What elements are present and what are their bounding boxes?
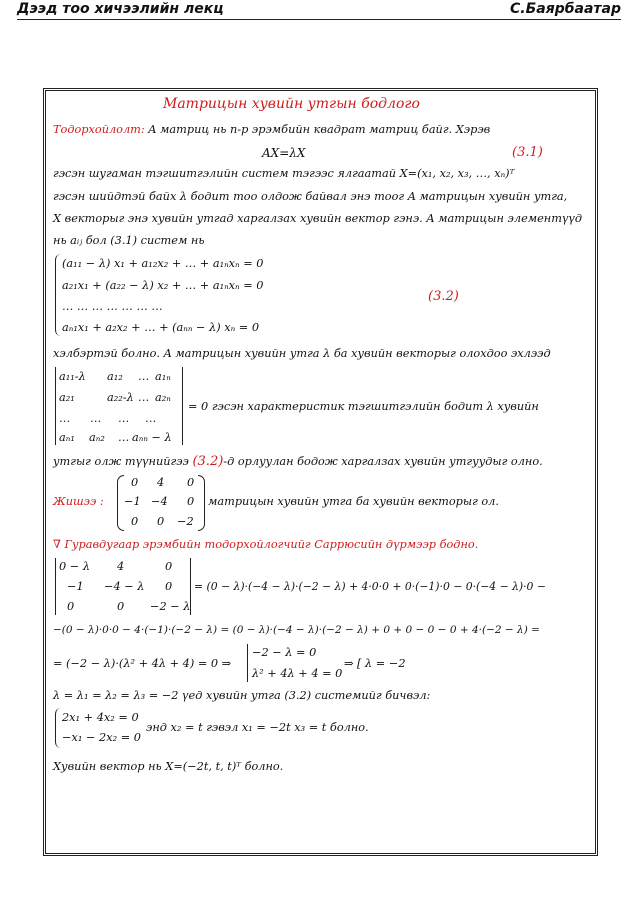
det1-cell: a₂₂-λ — [107, 391, 134, 404]
page-header — [17, 0, 621, 22]
det2-cell: 0 — [165, 580, 173, 593]
det2-cell: 0 — [117, 600, 125, 613]
header-author: С.Баярбаатар — [510, 1, 621, 17]
det1-cell: a₂₁ — [59, 391, 75, 404]
eigenvalue-result: ⇒ [ λ = −2 — [344, 657, 406, 670]
example-matrix-cell: 4 — [157, 476, 165, 489]
det1-cell: a₂ₙ — [155, 391, 171, 404]
header-course-title: Дээд тоо хичээлийн лекц — [17, 1, 224, 17]
text-line-f-start: утгыг олж түүнийгээ — [53, 455, 193, 468]
text-line-f-end: -д орлуулан бодож харгалзах хувийн утгуудыг олно. — [223, 455, 543, 468]
text-line-a: гэсэн шугаман тэгшитгэлийн систем тэгээс ялгаатай X=(x₁, x₂, x₃, …, xₙ)ᵀ — [53, 167, 515, 180]
factored-system-bracket — [247, 644, 248, 682]
example-matrix-cell: −4 — [151, 495, 168, 508]
det2-cell: −2 − λ — [150, 600, 191, 613]
text-line-f-ref: (3.2) — [192, 454, 224, 469]
characteristic-equation-text: = 0 гэсэн характеристик тэгшитгэлийн бодит λ хувийн — [188, 400, 539, 413]
system2-solution: энд x₂ = t гэвэл x₁ = −2t x₃ = t болно. — [146, 721, 369, 734]
det1-cell: aₙ₁ — [59, 431, 75, 444]
det1-cell: … — [138, 370, 150, 383]
det2-left-bar — [55, 558, 56, 615]
example-matrix-left-paren — [117, 475, 124, 531]
det1-cell: … — [90, 412, 102, 425]
det1-cell: … — [138, 391, 150, 404]
main-equation: AX=λX — [262, 146, 306, 160]
example-matrix-cell: −1 — [124, 495, 141, 508]
det1-cell: a₁₂ — [107, 370, 123, 383]
system-brace — [55, 254, 61, 336]
system-row-3: … … … … … … … — [62, 300, 163, 313]
det2-cell: 0 − λ — [59, 560, 90, 573]
det1-cell: … — [145, 412, 157, 425]
det2-cell: 0 — [67, 600, 75, 613]
factored-system-row: λ² + 4λ + 4 = 0 — [252, 667, 343, 680]
factored-system-row: −2 − λ = 0 — [252, 646, 317, 659]
example-matrix-cell: 0 — [187, 495, 195, 508]
system-row-2: a₂₁x₁ + (a₂₂ − λ) x₂ + … + a₁ₙxₙ = 0 — [62, 279, 264, 292]
example-matrix-right-paren — [198, 475, 205, 531]
det1-cell: aₙ₂ — [89, 431, 105, 444]
definition-text: A матриц нь n-p эрэмбийн квадрат матриц байг. Хэрэв — [144, 123, 491, 136]
header-rule — [17, 19, 621, 20]
text-line-e: хэлбэртэй болно. A матрицын хувийн утга λ ба хувийн векторыг олохдоо эхлээд — [53, 347, 551, 360]
text-line-b: гэсэн шийдтэй байх λ бодит тоо олдож байвал энэ тоог A матрицын хувийн утга, — [53, 190, 568, 203]
det2-cell: 4 — [117, 560, 125, 573]
text-line-i: λ = λ₁ = λ₂ = λ₃ = −2 үед хувийн утга (3.2) системийг бичвэл: — [53, 689, 431, 702]
system2-brace — [55, 708, 61, 748]
det1-right-bar — [182, 367, 183, 445]
example-matrix-cell: 0 — [187, 476, 195, 489]
eigenvector-result: Хувийн вектор нь X=(−2t, t, t)ᵀ болно. — [53, 760, 284, 773]
system2-row: −x₁ − 2x₂ = 0 — [62, 731, 141, 744]
example-label: Жишээ : — [53, 495, 104, 508]
definition-label: Тодорхойлолт: — [53, 123, 145, 136]
example-matrix-cell: 0 — [157, 515, 165, 528]
det1-cell: … — [118, 431, 130, 444]
det1-cell: a₁₁-λ — [59, 370, 86, 383]
solution-intro: ∇ Гуравдугаар эрэмбийн тодорхойлогчийг Саррюсийн дүрмээр бодно. — [53, 538, 479, 551]
factored-equation: = (−2 − λ)·(λ² + 4λ + 4) = 0 ⇒ — [53, 657, 232, 670]
det2-cell: −1 — [67, 580, 84, 593]
system-row-4: aₙ₁x₁ + a₂x₂ + … + (aₙₙ − λ) xₙ = 0 — [62, 321, 260, 334]
equation-number-3-1: (3.1) — [512, 145, 543, 160]
system2-row: 2x₁ + 4x₂ = 0 — [62, 711, 139, 724]
system-row-1: (a₁₁ − λ) x₁ + a₁₂x₂ + … + a₁ₙxₙ = 0 — [62, 257, 264, 270]
example-matrix-cell: 0 — [131, 476, 139, 489]
det1-left-bar — [55, 367, 56, 445]
det1-cell: … — [118, 412, 130, 425]
lecture-title: Матрицын хувийн утгын бодлого — [163, 96, 420, 112]
sarrus-expansion-2: −(0 − λ)·0·0 − 4·(−1)·(−2 − λ) = (0 − λ)·(−4 − λ)·(−2 − λ) + 0 + 0 − 0 − 0 + 4·(−2 − λ) = — [53, 624, 540, 636]
text-line-f — [53, 455, 543, 469]
det1-cell: … — [59, 412, 71, 425]
text-line-c: X векторыг энэ хувийн утгад харгалзах хувийн вектор гэнэ. A матрицын элементүүд — [53, 212, 583, 225]
definition-line — [53, 123, 490, 137]
det2-cell: 0 — [165, 560, 173, 573]
example-matrix-cell: 0 — [131, 515, 139, 528]
det1-cell: aₙₙ − λ — [132, 431, 172, 444]
sarrus-expansion-1: = (0 − λ)·(−4 − λ)·(−2 − λ) + 4·0·0 + 0·(−1)·0 − 0·(−4 − λ)·0 − — [194, 580, 546, 593]
example-text: матрицын хувийн утга ба хувийн векторыг ол. — [208, 495, 499, 508]
text-line-d: нь aᵢⱼ бол (3.1) систем нь — [53, 234, 205, 247]
equation-number-3-2: (3.2) — [428, 289, 459, 304]
example-matrix-cell: −2 — [177, 515, 194, 528]
det2-cell: −4 − λ — [104, 580, 145, 593]
det1-cell: a₁ₙ — [155, 370, 171, 383]
